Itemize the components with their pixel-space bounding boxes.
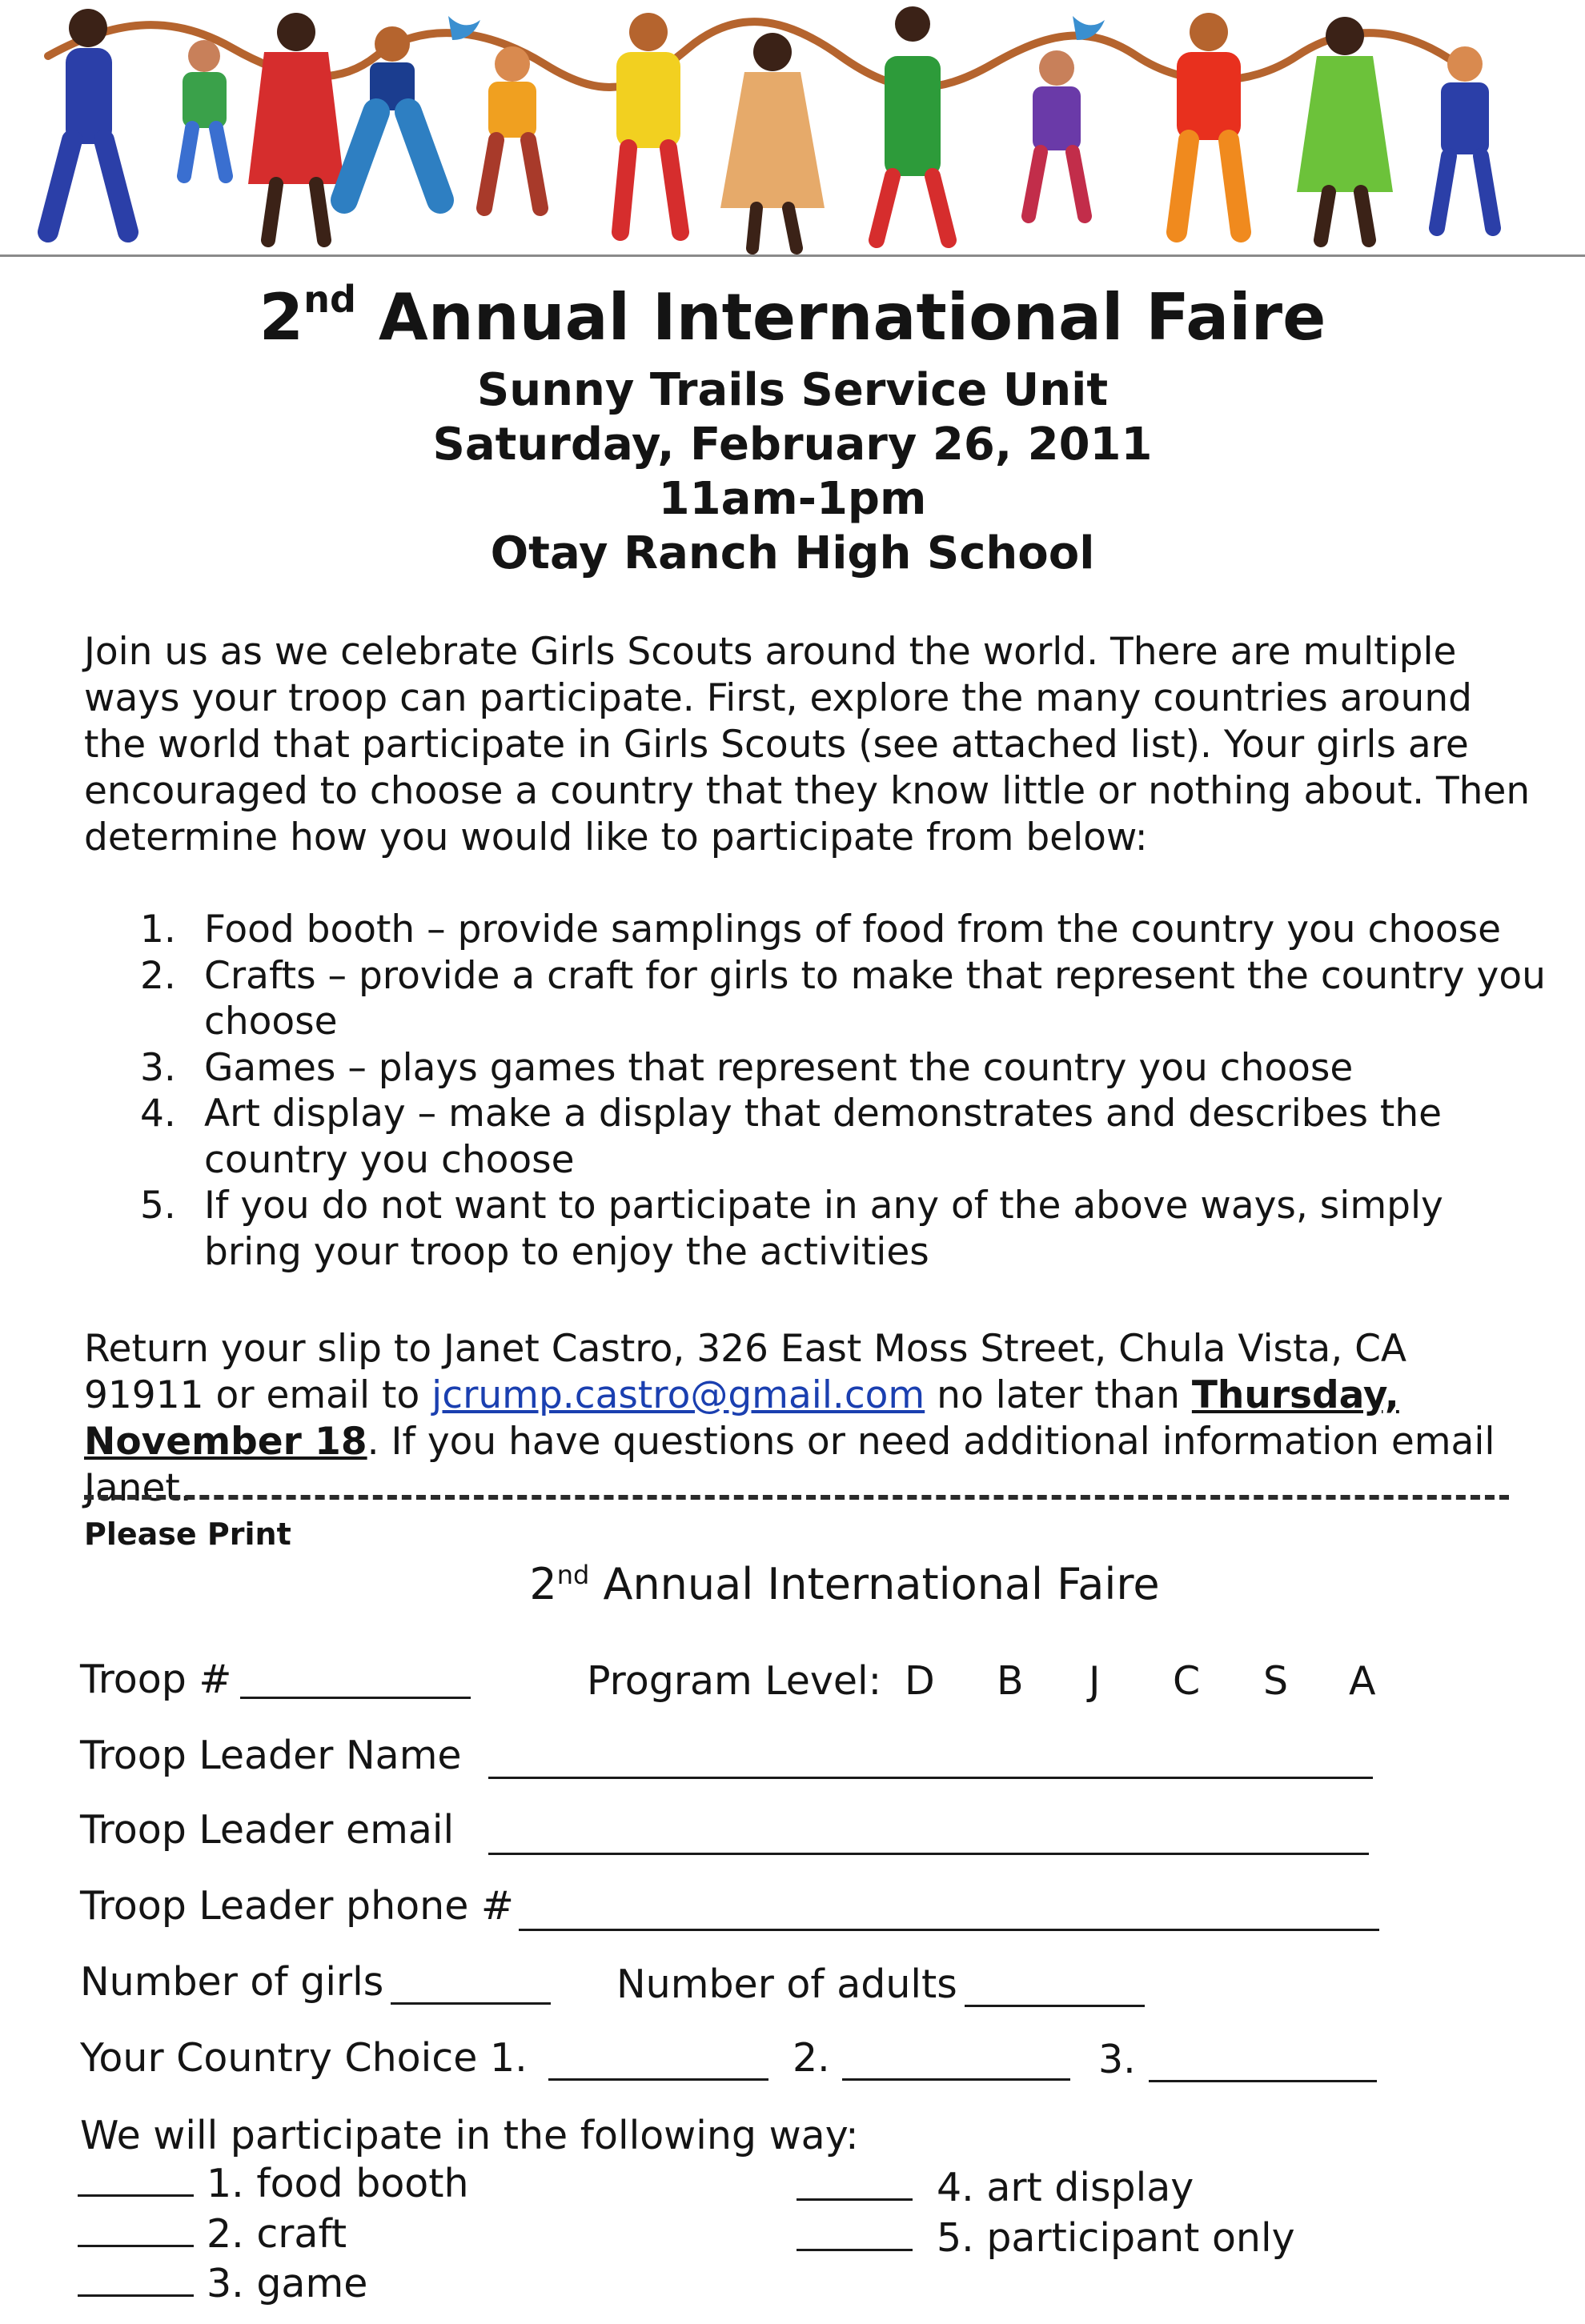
service-unit: Sunny Trails Service Unit [476,364,1109,416]
form-title: 2nd Annual International Faire [529,1559,1160,1609]
game-checkline[interactable] [78,2294,194,2297]
country-choice-2-label: 2. [792,2035,830,2081]
country-choice-3-field[interactable] [1149,2080,1377,2082]
number-of-adults-label: Number of adults [616,1961,957,2007]
art-display-checkline[interactable] [797,2198,913,2201]
country-choice-3-label: 3. [1098,2037,1136,2082]
program-level-option[interactable]: C [1173,1658,1201,1704]
participant-only-checkline[interactable] [797,2249,913,2251]
event-time: 11am-1pm [658,473,927,525]
figure-5 [484,46,540,208]
leader-phone-field[interactable] [519,1929,1379,1931]
list-item: 5. If you do not want to participate in any of the above ways, simply bring your troop to enjoy the activities [140,1184,1443,1274]
troop-number-field[interactable] [240,1697,471,1699]
leader-name-label: Troop Leader Name [80,1733,462,1778]
cut-line [84,1495,1509,1500]
event-date: Saturday, February 26, 2011 [432,419,1153,471]
craft-checkline[interactable] [78,2245,194,2247]
country-choice-1-field[interactable] [548,2078,768,2081]
craft-option: 2. craft [207,2211,347,2257]
participate-prompt: We will participate in the following way: [80,2113,859,2158]
list-item: 3. Games – plays games that represent the country you choose [140,1045,1354,1090]
country-choice-2-field[interactable] [842,2078,1070,2081]
figure-6 [616,13,680,232]
banner-divider [0,254,1585,257]
list-item: 1. Food booth – provide samplings of food from the country you choose [140,908,1502,952]
number-of-girls-label: Number of girls [80,1959,384,2005]
list-item: 2. Crafts – provide a craft for girls to make that represent the country you choose [140,953,1546,1044]
figure-9 [1029,50,1085,216]
program-level-option[interactable]: S [1263,1658,1289,1704]
leader-email-field[interactable] [488,1853,1369,1855]
number-of-girls-field[interactable] [391,2002,551,2005]
please-print-label: Please Print [84,1517,291,1552]
return-instructions: Return your slip to Janet Castro, 326 East Moss Street, Chula Vista, CA 91911 or email to jcrump.castro@gmail.com no later than Thursday, November 18. If you have questions or need additional information email Janet. [84,1327,1495,1510]
figure-12 [1437,46,1493,228]
participant-only-option: 5. participant only [937,2215,1295,2261]
event-location: Otay Ranch High School [490,527,1095,579]
figure-3 [248,13,344,240]
food-booth-checkline[interactable] [78,2194,194,2197]
leader-phone-label: Troop Leader phone # [80,1883,514,1929]
list-item: 4. Art display – make a display that demonstrates and describes the country you choose [140,1092,1443,1182]
troop-number-label: Troop # [80,1657,232,1702]
program-level-option[interactable]: B [997,1658,1024,1704]
figure-2 [183,40,227,176]
figure-8 [877,6,949,240]
food-booth-option: 1. food booth [207,2161,469,2206]
participation-options-list [140,907,1549,1275]
figure-4 [344,26,440,200]
dancing-people-illustration [0,0,1585,272]
number-of-adults-field[interactable] [965,2005,1145,2007]
page-title: 2nd Annual International Faire [259,278,1326,355]
email-link[interactable]: jcrump.castro@gmail.com [431,1373,925,1417]
game-option: 3. game [207,2261,368,2306]
program-level-option[interactable]: J [1089,1658,1101,1704]
art-display-option: 4. art display [937,2165,1194,2210]
figure-10 [1177,13,1241,232]
figure-1 [48,9,128,232]
program-level-option[interactable]: A [1349,1658,1376,1704]
program-level-option[interactable]: D [905,1658,935,1704]
leader-name-field[interactable] [488,1777,1373,1779]
figure-7 [720,33,825,248]
program-level-label: Program Level: [587,1658,882,1704]
country-choice-label: Your Country Choice 1. [80,2035,528,2081]
deadline-date: Thursday, November 18 [84,1373,1399,1464]
leader-email-label: Troop Leader email [80,1807,455,1853]
intro-paragraph: Join us as we celebrate Girls Scouts around the world. There are multiple ways your troop can participate. First, explore the many countries around the world that participate in Girls Scouts (see attached list). Your girls are encouraged to choose a country that they know little or nothing about. Then determine how you would like to participate from below: [84,630,1531,859]
